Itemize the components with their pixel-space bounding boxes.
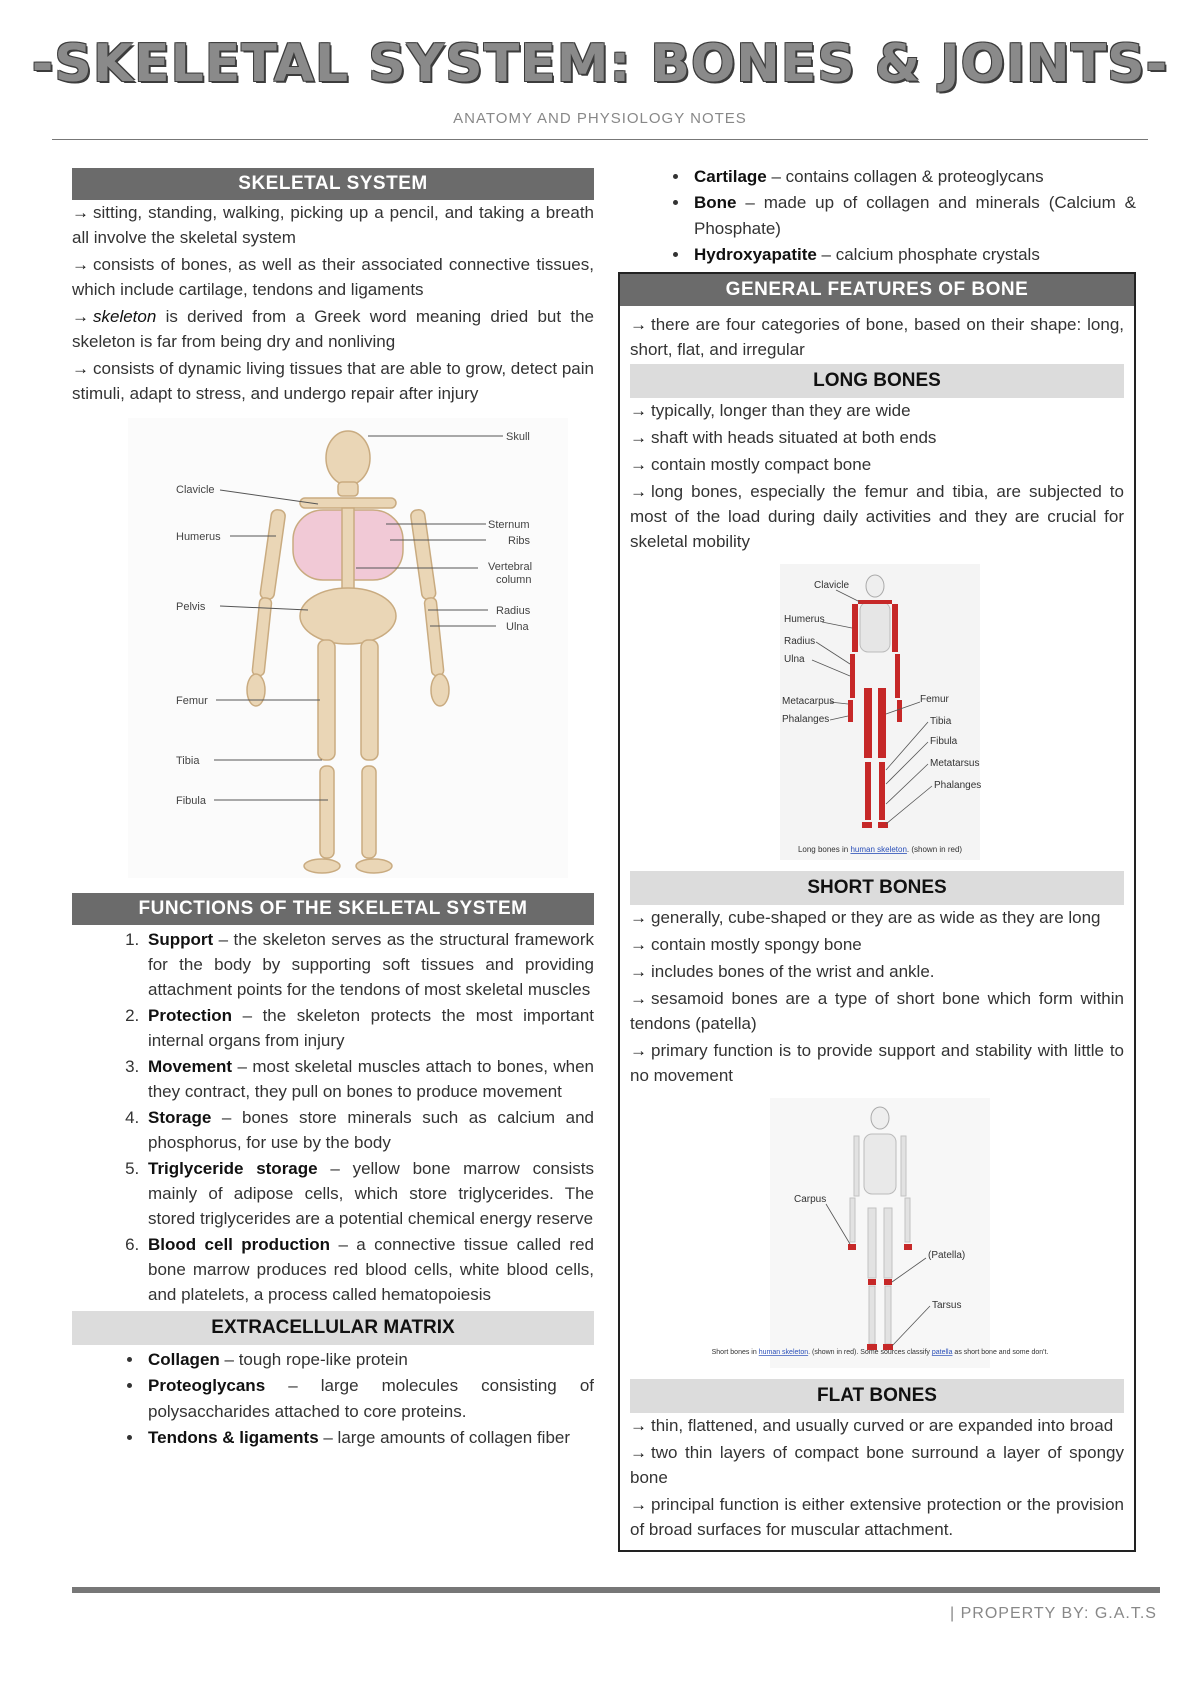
label-clavicle: Clavicle	[176, 484, 215, 496]
ecm-item: • Tendons & ligaments – large amounts of collagen fiber	[144, 1425, 594, 1451]
function-item: 2. Protection – the skeleton protects the most important internal organs from injury	[144, 1003, 594, 1053]
long-bullet: → contain mostly compact bone	[630, 455, 872, 474]
arrow-icon: →	[630, 401, 647, 420]
arrow-icon: →	[630, 455, 647, 474]
long-bones-header: LONG BONES	[630, 364, 1124, 398]
label-metacarpus: Metacarpus	[782, 696, 835, 707]
function-item: 4. Storage – bones store minerals such as calcium and phosphorus, for use by the body	[144, 1105, 594, 1155]
arrow-icon: →	[630, 1495, 647, 1514]
left-column	[72, 168, 594, 1451]
label-humerus: Humerus	[784, 614, 825, 625]
label-patella: (Patella)	[928, 1250, 966, 1261]
label-tibia: Tibia	[930, 716, 952, 727]
label-ulna: Ulna	[784, 654, 805, 665]
general-features-box	[618, 272, 1136, 1552]
skeletal-bullet-3: → skeleton is derived from a Greek word meaning dried but the skeleton is far from being dry and nonliving	[72, 307, 594, 351]
short-bullet: → primary function is to provide support and stability with little to no movement	[630, 1041, 1124, 1085]
skeletal-bullet-2: → consists of bones, as well as their associated connective tissues, which include cartilage, tendons and ligaments	[72, 255, 594, 299]
long-bones-figure	[780, 564, 980, 860]
label-pelvis: Pelvis	[176, 601, 206, 613]
general-intro: → there are four categories of bone, based on their shape: long, short, flat, and irregular	[630, 315, 1124, 359]
arrow-icon: →	[630, 989, 647, 1008]
short-bones-caption: Short bones in human skeleton. (shown in red). Some sources classify patella as short bone and some don't.	[711, 1349, 1049, 1356]
long-bullet: → shaft with heads situated at both ends	[630, 428, 937, 447]
label-radius: Radius	[496, 605, 531, 617]
label-tibia: Tibia	[176, 755, 200, 767]
arrow-icon: →	[630, 428, 647, 447]
ecm-item: • Collagen – tough rope-like protein	[144, 1347, 594, 1373]
label-humerus: Humerus	[176, 531, 221, 543]
label-skull: Skull	[506, 431, 530, 443]
flat-bones-header: FLAT BONES	[630, 1379, 1124, 1413]
label-femur: Femur	[920, 694, 949, 705]
short-bullet: → generally, cube-shaped or they are as wide as they are long	[630, 908, 1101, 927]
label-column: column	[496, 574, 532, 586]
arrow-icon: →	[630, 1041, 647, 1060]
footer-credit: | PROPERTY BY: G.A.T.S	[950, 1605, 1157, 1622]
flat-bullet: → two thin layers of compact bone surround a layer of spongy bone	[630, 1443, 1124, 1487]
general-features-header: GENERAL FEATURES OF BONE	[620, 274, 1134, 306]
ecm-item: • Hydroxyapatite – calcium phosphate crystals	[690, 242, 1136, 268]
short-bullet: → contain mostly spongy bone	[630, 935, 862, 954]
long-bullet: → long bones, especially the femur and tibia, are subjected to most of the load during daily activities and they are crucial for skeletal mobility	[630, 482, 1124, 551]
label-fibula: Fibula	[176, 795, 206, 807]
arrow-icon: →	[630, 935, 647, 954]
right-column	[618, 168, 1136, 1552]
arrow-icon: →	[72, 203, 89, 222]
page-title: -SKELETAL SYSTEM: BONES & JOINTS-	[31, 34, 1169, 94]
function-item: 5. Triglyceride storage – yellow bone marrow consists mainly of adipose cells, which store triglycerides. The stored triglycerides are a potential chemical energy reserve	[144, 1156, 594, 1231]
label-sternum: Sternum	[488, 519, 530, 531]
page-subtitle: ANATOMY AND PHYSIOLOGY NOTES	[453, 110, 747, 127]
functions-list	[72, 927, 594, 1307]
ecm-item: • Cartilage – contains collagen & proteoglycans	[690, 164, 1136, 190]
label-ribs: Ribs	[508, 535, 531, 547]
label-carpus: Carpus	[794, 1194, 827, 1205]
label-tarsus: Tarsus	[932, 1300, 962, 1311]
ecm-item: • Proteoglycans – large molecules consisting of polysaccharides attached to core proteins.	[144, 1373, 594, 1425]
label-clavicle: Clavicle	[814, 580, 850, 591]
label-vertebral: Vertebral	[488, 561, 533, 573]
arrow-icon: →	[630, 962, 647, 981]
label-femur: Femur	[176, 695, 208, 707]
arrow-icon: →	[72, 307, 89, 326]
arrow-icon: →	[630, 482, 647, 501]
skeleton-figure	[128, 418, 568, 878]
label-phalanges: Phalanges	[934, 780, 982, 791]
short-bones-figure	[711, 1098, 1049, 1368]
arrow-icon: →	[72, 359, 89, 378]
arrow-icon: →	[630, 1416, 647, 1435]
label-ulna: Ulna	[506, 621, 529, 633]
arrow-icon: →	[630, 908, 647, 927]
top-divider	[52, 139, 1148, 140]
function-item: 3. Movement – most skeletal muscles attach to bones, when they contract, they pull on bones to produce movement	[144, 1054, 594, 1104]
arrow-icon: →	[630, 1443, 647, 1462]
flat-bullet: → principal function is either extensive protection or the provision of broad surfaces for muscular attachment.	[630, 1495, 1124, 1539]
long-bones-caption: Long bones in human skeleton. (shown in red)	[797, 845, 963, 854]
ecm-list	[72, 1347, 594, 1451]
short-bullet: → sesamoid bones are a type of short bone which form within tendons (patella)	[630, 989, 1124, 1033]
label-metatarsus: Metatarsus	[930, 758, 980, 769]
flat-bullet: → thin, flattened, and usually curved or are expanded into broad	[630, 1416, 1114, 1435]
short-bullet: → includes bones of the wrist and ankle.	[630, 962, 935, 981]
ecm-list-continued	[618, 164, 1136, 268]
label-phalanges: Phalanges	[782, 714, 830, 725]
long-bullet: → typically, longer than they are wide	[630, 401, 911, 420]
functions-header: FUNCTIONS OF THE SKELETAL SYSTEM	[72, 893, 594, 925]
ecm-item: • Bone – made up of collagen and minerals (Calcium & Phosphate)	[690, 190, 1136, 242]
arrow-icon: →	[72, 255, 89, 274]
skeletal-system-header: SKELETAL SYSTEM	[72, 168, 594, 200]
skeletal-bullet-1: → sitting, standing, walking, picking up a pencil, and taking a breath all involve the skeletal system	[72, 203, 594, 247]
ecm-header: EXTRACELLULAR MATRIX	[72, 1311, 594, 1345]
function-item: 6. Blood cell production – a connective tissue called red bone marrow produces red blood cells, white blood cells, and platelets, a process called hematopoiesis	[144, 1232, 594, 1307]
function-item: 1. Support – the skeleton serves as the structural framework for the body by supporting soft tissues and providing attachment points for the tendons of most skeletal muscles	[144, 927, 594, 1002]
skeletal-bullet-4: → consists of dynamic living tissues that are able to grow, detect pain stimuli, adapt to stress, and undergo repair after injury	[72, 359, 594, 403]
label-radius: Radius	[784, 636, 816, 647]
arrow-icon: →	[630, 315, 647, 334]
bottom-divider	[72, 1587, 1160, 1593]
label-fibula: Fibula	[930, 736, 958, 747]
short-bones-header: SHORT BONES	[630, 871, 1124, 905]
